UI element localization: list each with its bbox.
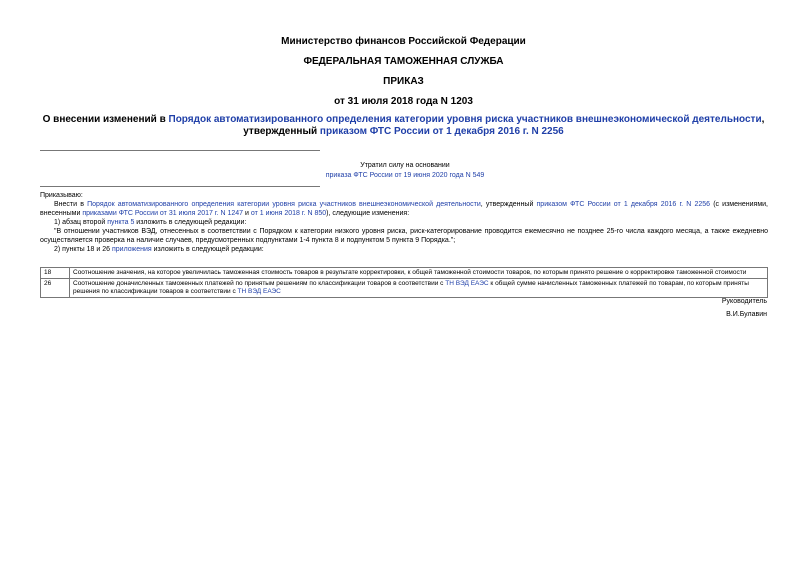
order-word: Приказываю: (40, 192, 83, 199)
p1-order-link[interactable]: приказом ФТС России от 1 декабря 2016 г. N 2256 (536, 201, 711, 208)
title-middle: , утвержденный (243, 114, 765, 137)
paragraph-2 (40, 218, 768, 227)
signature-role: Руководитель (721, 298, 767, 305)
p1-text-d: и (243, 210, 251, 217)
p1-text-a: Внести в (54, 201, 88, 208)
p1-text-b: , утвержденный (480, 201, 537, 208)
tn-ved-link-1[interactable]: ТН ВЭД ЕАЭС (445, 280, 489, 287)
p4-text-b: изложить в следующей редакции: (151, 246, 264, 253)
table-row (41, 279, 768, 298)
p2-text-b: изложить в следующей редакции: (134, 219, 247, 226)
row-number: 26 (41, 279, 70, 298)
p1-order-850-link[interactable]: от 1 июня 2018 г. N 850 (250, 210, 327, 217)
annotation-block (320, 161, 490, 181)
amendments-table (40, 267, 768, 298)
document-title (40, 114, 767, 138)
p1-procedure-link[interactable]: Порядок автоматизированного определения категории уровня риска участников внешнеэкономической деятельности (87, 201, 481, 208)
divider-top (40, 150, 320, 151)
title-procedure-link[interactable]: Порядок автоматизированного определения категории уровня риска участников внешнеэкономической деятельности (168, 114, 762, 125)
p2-text-a: 1) абзац второй (54, 219, 108, 226)
p1-text-c: (с изменениями, внесенными (40, 201, 768, 217)
paragraph-3: "В отношении участников ВЭД, отнесенных в соответствии с Порядком к категории низкого уровня риска, риск-категорирование проводится ежемесячно не позднее 25-го числа каждого месяца, а также ежедневно осуществляется проверка на наличие случаев, предусмотренных подпунктами 1-4 пункта 8 и подпунктом 5 пункта 9 Порядка."; (40, 228, 768, 244)
title-prefix: О внесении изменений в (42, 114, 169, 125)
doc-type-heading: ПРИКАЗ (383, 76, 424, 87)
annotation-link[interactable]: приказа ФТС России от 19 июня 2020 года N 549 (325, 172, 485, 179)
signature-name: В.И.Булавин (726, 311, 767, 318)
title-order-link[interactable]: приказом ФТС России от 1 декабря 2016 г. N 2256 (319, 126, 564, 137)
ministry-heading: Министерство финансов Российской Федерации (281, 36, 526, 47)
service-heading: ФЕДЕРАЛЬНАЯ ТАМОЖЕННАЯ СЛУЖБА (303, 56, 504, 67)
row2-text-b: к общей сумме начисленных таможенных платежей по товарам, по которым приняты решения по классификации товаров в соответствии с (73, 280, 749, 295)
p1-order-1247-link[interactable]: приказами ФТС России от 31 июля 2017 г. N 1247 (82, 210, 244, 217)
divider-bottom (40, 186, 320, 187)
row2-text-a: Соотношение доначисленных таможенных платежей по принятым решениям по классификации товаров в соответствии с (73, 280, 446, 287)
row-text (70, 279, 768, 298)
table-row (41, 268, 768, 279)
tn-ved-link-2[interactable]: ТН ВЭД ЕАЭС (237, 288, 281, 295)
p2-clause-link[interactable]: пункта 5 (107, 219, 135, 226)
p4-text-a: 2) пункты 18 и 26 (54, 246, 112, 253)
paragraph-4 (40, 245, 768, 254)
paragraph-1 (40, 200, 768, 218)
p4-appendix-link[interactable]: приложения (111, 246, 152, 253)
row-number: 18 (41, 268, 70, 279)
p1-text-e: ), следующие изменения: (326, 210, 410, 217)
date-number-heading: от 31 июля 2018 года N 1203 (334, 96, 473, 107)
row-text: Соотношение значения, на которое увеличилась таможенная стоимость товаров в результате корректировки, к общей таможенной стоимости товаров, по которым принято решение о корректировке таможенной стоимости (70, 268, 768, 279)
order-body (40, 191, 768, 254)
annotation-text: Утратил силу на основании (360, 162, 450, 169)
